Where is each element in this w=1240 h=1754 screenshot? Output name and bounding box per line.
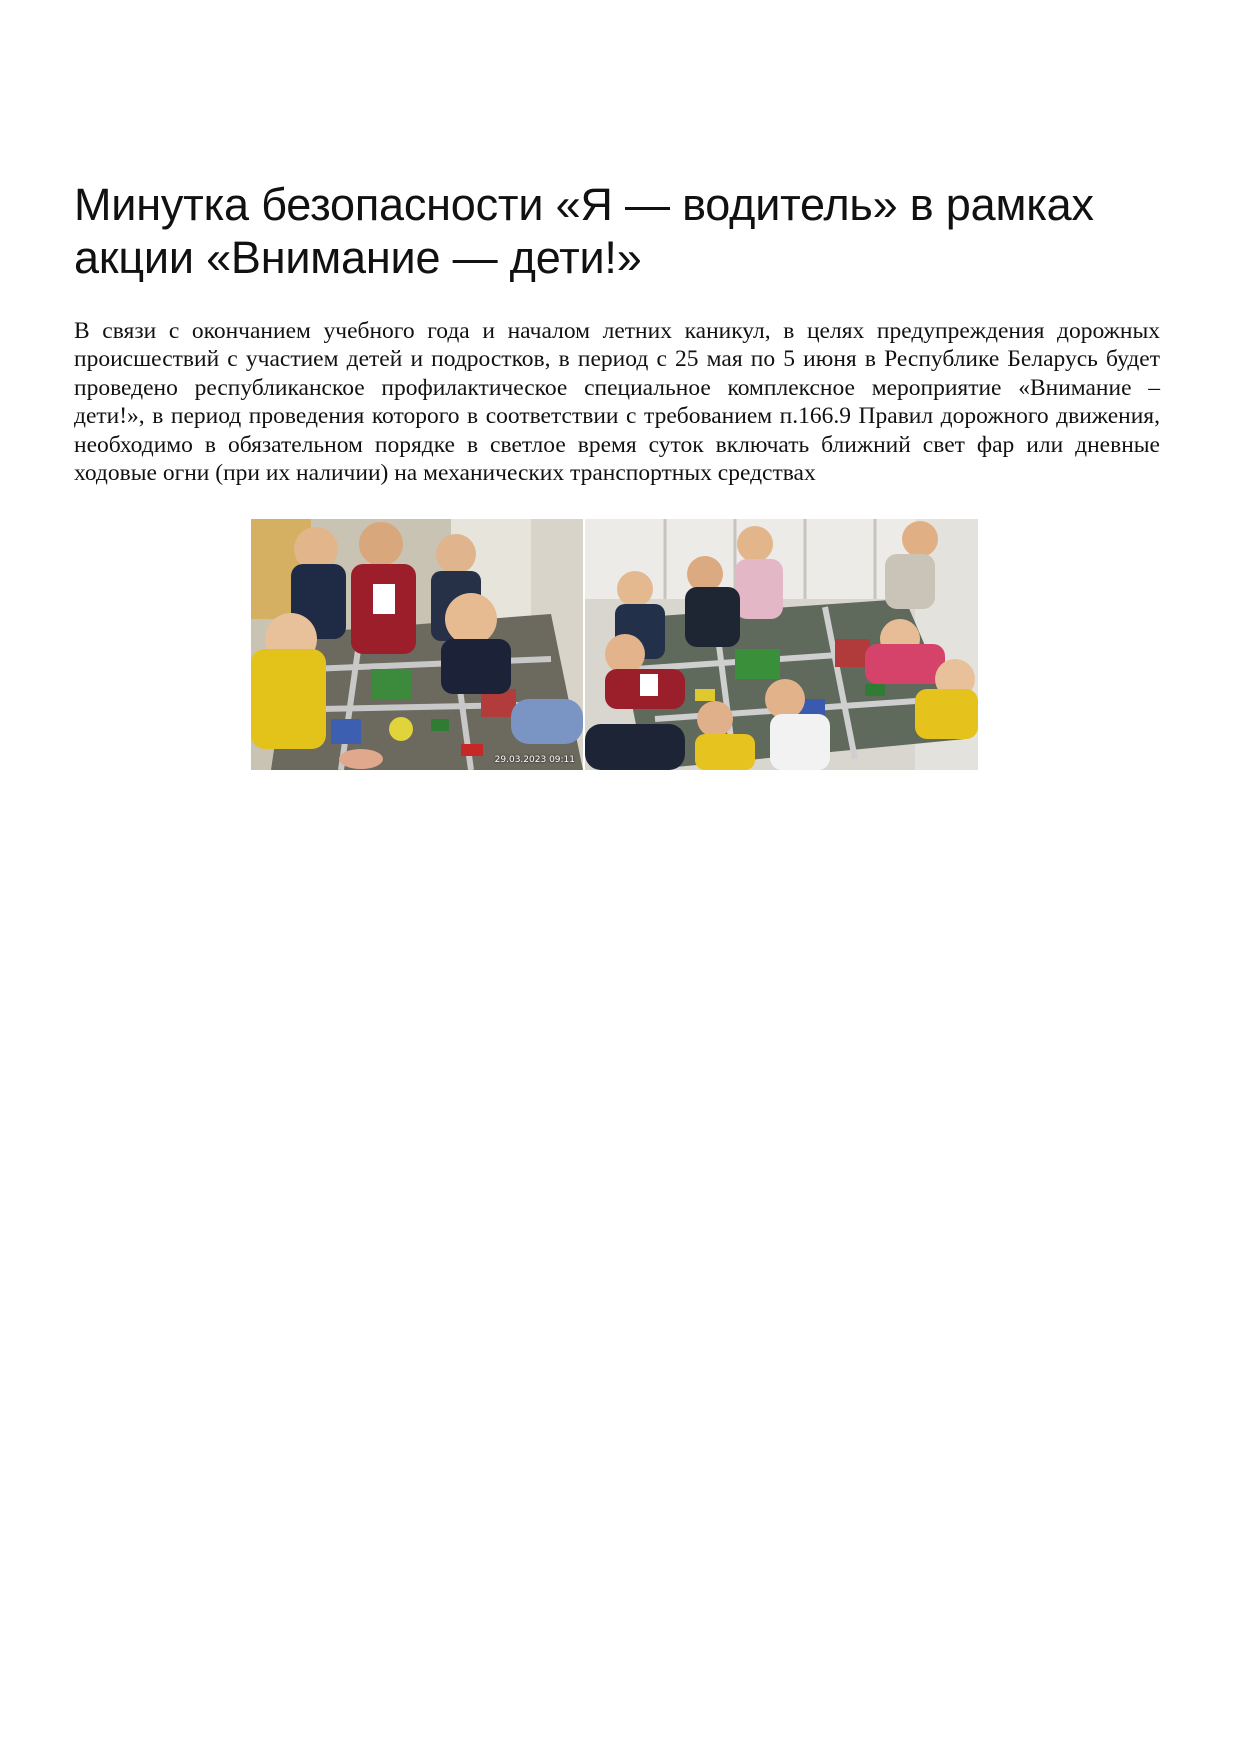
photo-timestamp: 29.03.2023 09:11 (494, 755, 575, 765)
article-body: В связи с окончанием учебного года и началом летних каникул, в целях предупреждения дорожных происшествий с участием детей и подростков, в период с 25 мая по 5 июня в Республике Беларусь будет проведено республиканское профилактическое специальное комплексное мероприятие «Внимание – дети!», в период проведения которого в соответствии с требованием п.166.9 Правил дорожного движения, необходимо в обязательном порядке в светлое время суток включать ближний свет фар или дневные ходовые огни (при их наличии) на механических транспортных средствах (74, 318, 1160, 487)
photo-children-playing-2 (585, 519, 978, 770)
article-title: Минутка безопасности «Я — водитель» в рамках акции «Внимание — дети!» (74, 179, 1094, 283)
photo-gallery (251, 519, 978, 770)
photo-children-playing-1 (251, 519, 583, 770)
